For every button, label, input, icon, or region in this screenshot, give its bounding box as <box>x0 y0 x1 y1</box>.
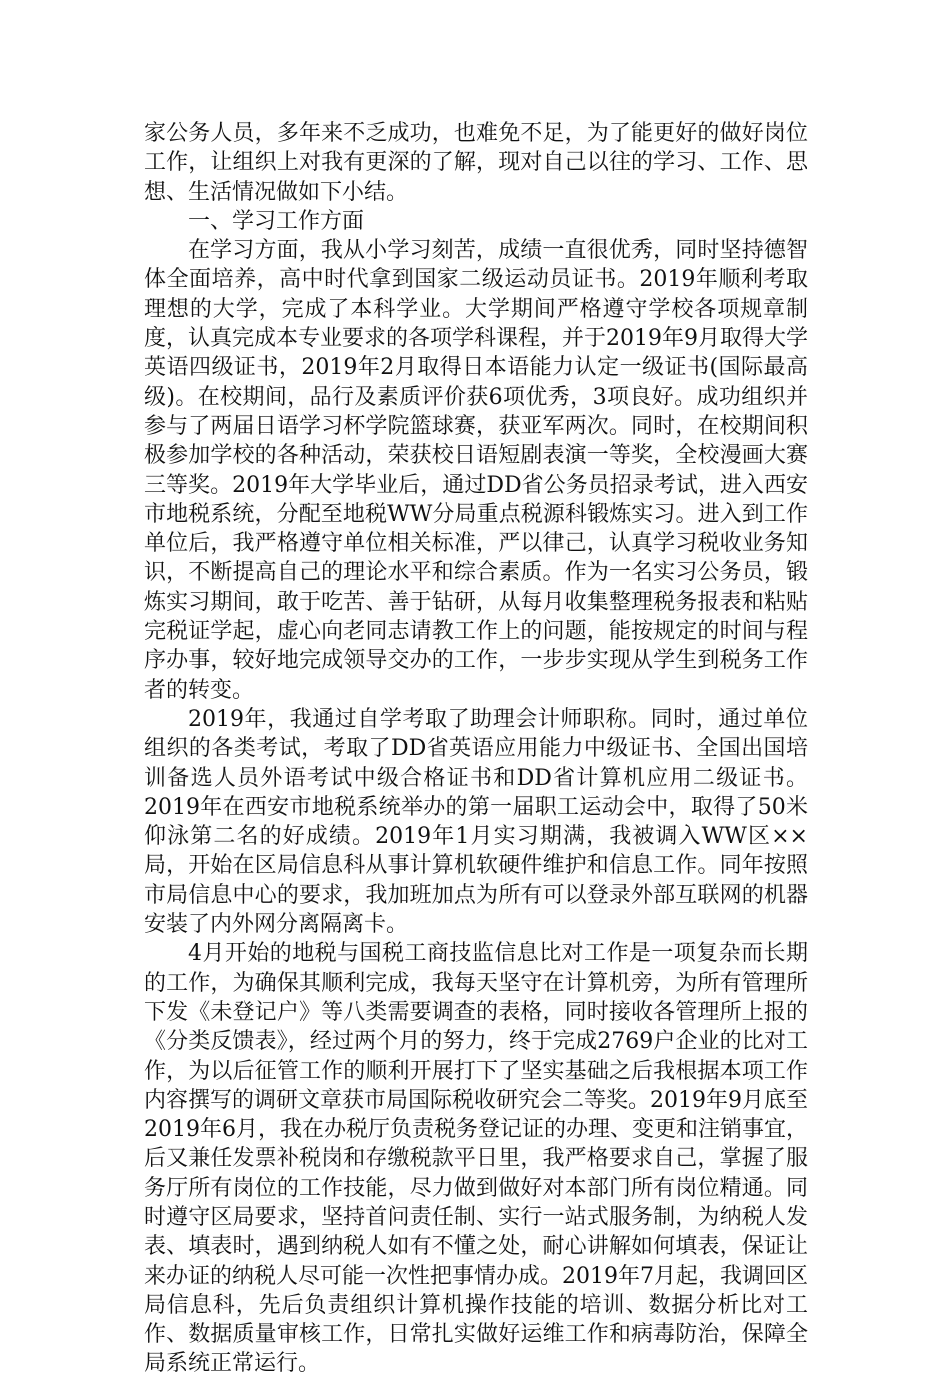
document-body <box>144 119 808 1379</box>
paragraph-intro-continuation: 家公务人员，多年来不乏成功，也难免不足，为了能更好的做好岗位工作，让组织上对我有更深的了解，现对自己以往的学习、工作、思想、生活情况做如下小结。 <box>144 121 808 205</box>
section-heading-study-work: 一、学习工作方面 <box>188 208 365 234</box>
paragraph-info-work: 4月开始的地税与国税工商技监信息比对工作是一项复杂而长期的工作，为确保其顺利完成，我每天坚守在计算机旁，为所有管理所下发《未登记户》等八类需要调查的表格，同时接收各管理所上报的《分类反馈表》，经过两个月的努力，终于完成2769户企业的比对工作，为以后征管工作的顺利开展打下了坚实基础之后我根据本项工作内容撰写的调研文章获市局国际税收研究会二等奖。2019年9月底至2019年6月，我在办税厅负责税务登记证的办理、变更和注销事宜，后又兼任发票补税岗和存缴税款平日里，我严格要求自己，掌握了服务厅所有岗位的工作技能，尽力做到做好对本部门所有岗位精通。同时遵守区局要求，坚持首问责任制、实行一站式服务制，为纳税人发表、填表时，遇到纳税人如有不懂之处，耐心讲解如何填表，保证让来办证的纳税人尽可能一次性把事情办成。2019年7月起，我调回区局信息科，先后负责组织计算机操作技能的培训、数据分析比对工作、数据质量审核工作，日常扎实做好运维工作和病毒防治，保障全局系统正常运行。 <box>144 941 808 1377</box>
paragraph-study: 在学习方面，我从小学习刻苦，成绩一直很优秀，同时坚持德智体全面培养，高中时代拿到国家二级运动员证书。2019年顺利考取理想的大学，完成了本科学业。大学期间严格遵守学校各项规章制度，认真完成本专业要求的各项学科课程，并于2019年9月取得大学英语四级证书，2019年2月取得日本语能力认定一级证书(国际最高级)。在校期间，品行及素质评价获6项优秀，3项良好。成功组织并参与了两届日语学习杯学院篮球赛，获亚军两次。同时，在校期间积极参加学校的各种活动，荣获校日语短剧表演一等奖，全校漫画大赛三等奖。2019年大学毕业后，通过DD省公务员招录考试，进入西安市地税系统，分配至地税WW分局重点税源科锻炼实习。进入到工作单位后，我严格遵守单位相关标准，严以律己，认真学习税收业务知识，不断提高自己的理论水平和综合素质。作为一名实习公务员，锻炼实习期间，敢于吃苦、善于钻研，从每月收集整理税务报表和粘贴完税证学起，虚心向老同志请教工作上的问题，能按规定的时间与程序办事，较好地完成领导交办的工作，一步步实现从学生到税务工作者的转变。 <box>144 238 808 703</box>
paragraph-certificates: 2019年，我通过自学考取了助理会计师职称。同时，通过单位组织的各类考试，考取了DD省英语应用能力中级证书、全国出国培训备选人员外语考试中级合格证书和DD省计算机应用二级证书。2019年在西安市地税系统举办的第一届职工运动会中，取得了50米仰泳第二名的好成绩。2019年1月实习期满，我被调入WW区××局，开始在区局信息科从事计算机软硬件维护和信息工作。同年按照市局信息中心的要求，我加班加点为所有可以登录外部互联网的机器安装了内外网分离隔离卡。 <box>144 706 808 938</box>
